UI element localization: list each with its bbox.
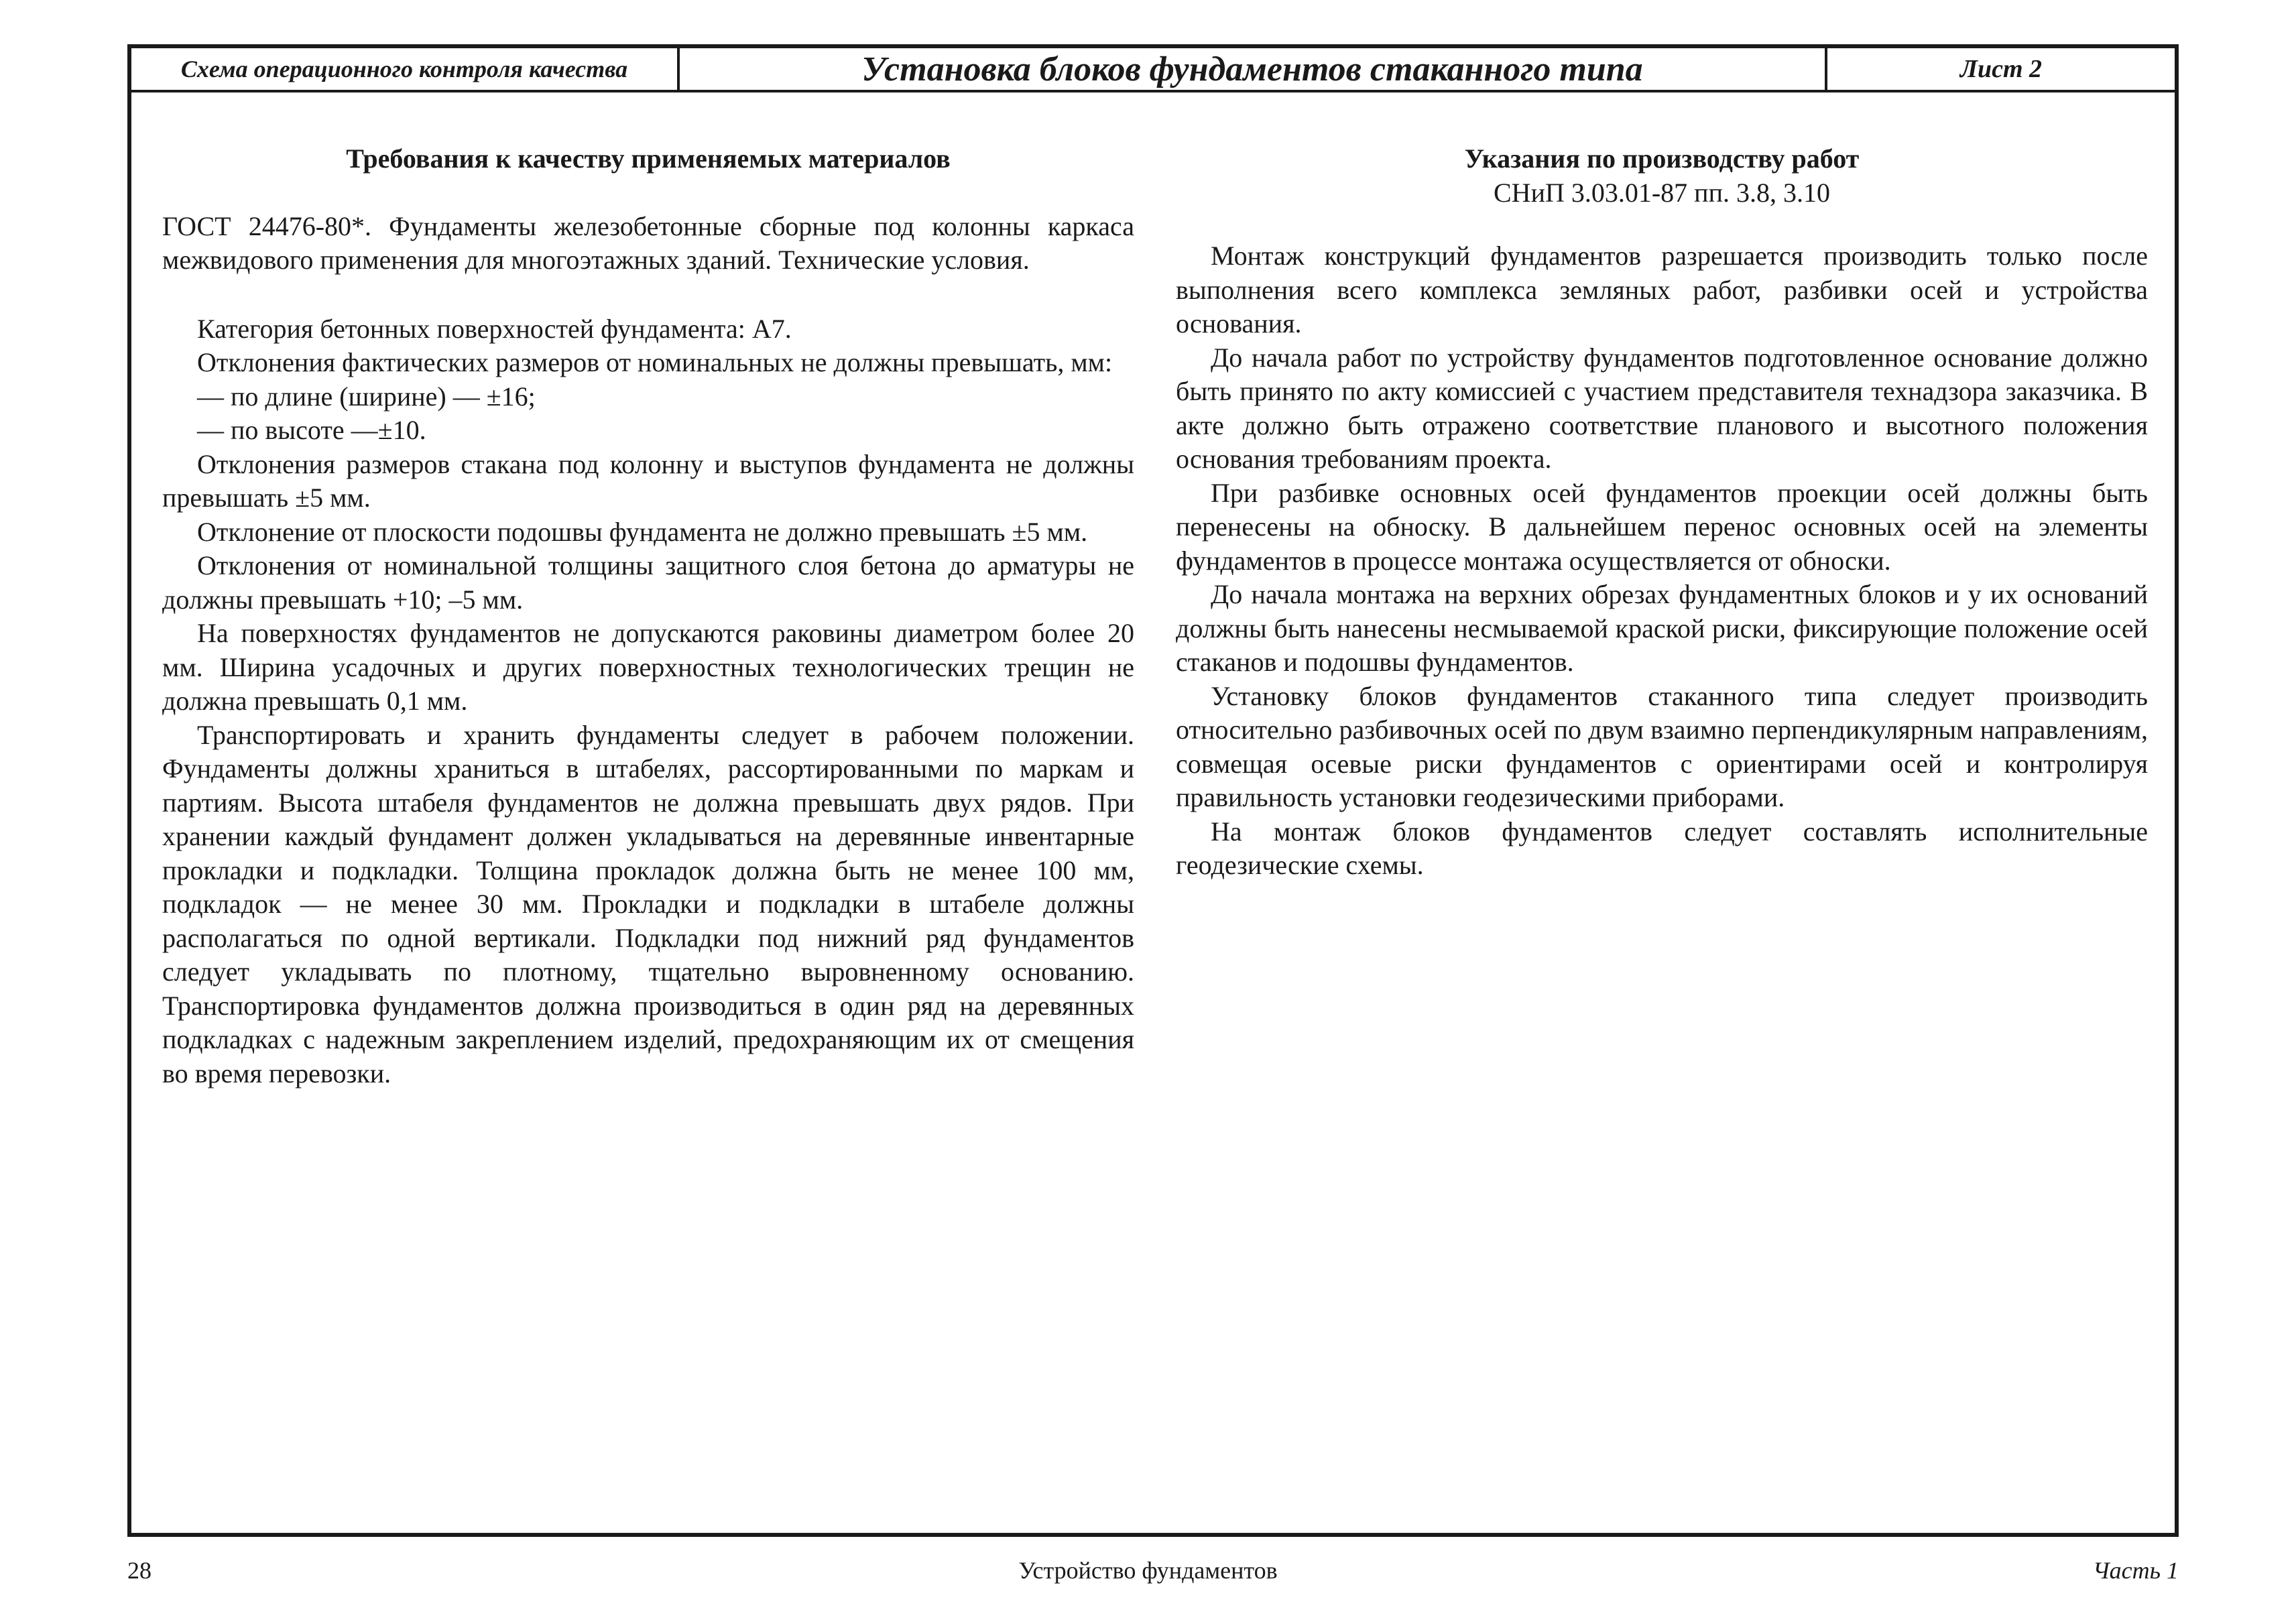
work-instructions-title: Указания по производству работ: [1464, 143, 1860, 174]
size-deviations-intro: Отклонения фактических размеров от номинальных не должны превышать, мм:: [197, 347, 1113, 377]
header-title: Установка блоков фундаментов стаканного типа: [680, 48, 1827, 90]
transport-storage-rules: Транспортировать и хранить фундаменты следует в рабочем положении. Фундаменты должны храниться в штабелях, рассортированными по маркам и партиям. Высота штабеля фундаментов не должна превышать двух рядов. При хранении каждый фундамент должен укладываться на деревянные инвентарные прокладки и подкладки. Толщина прокладок должна быть не менее 100 мм, подкладок — не менее 30 мм. Прокладки и подкладки в штабеле должны располагаться по одной вертикали. Подкладки под нижний ряд фундаментов следует укладывать по плотному, тщательно выровненному основанию. Транспортировка фундаментов должна производиться в один ряд на деревянных подкладках с надежным закреплением изделий, предохраняющим их от смещения во время перевозки.: [162, 719, 1134, 1088]
instruction-paragraph: При разбивке основных осей фундаментов проекции осей должны быть перенесены на обноску. В дальнейшем перенос основных осей на элементы фундаментов в процессе монтажа осуществляется от обноски.: [1176, 477, 2148, 576]
cover-thickness-deviation: Отклонения от номинальной толщины защитного слоя бетона до арматуры не должны превышать +10; –5 мм.: [162, 550, 1134, 615]
header-sheet-number: Лист 2: [1959, 55, 2043, 83]
snip-reference: СНиП 3.03.01-87 пп. 3.8, 3.10: [1494, 177, 1830, 208]
footer-part-label: Часть 1: [2092, 1557, 2179, 1584]
surface-defects: На поверхностях фундаментов не допускаются раковины диаметром более 20 мм. Ширина усадочных и других поверхностных технологических трещин не должна превышать 0,1 мм.: [162, 618, 1134, 716]
page-number: 28: [127, 1557, 152, 1584]
header-scheme-label: Схема операционного контроля качества: [131, 48, 680, 90]
footer-section-title: Устройство фундаментов: [1018, 1557, 1278, 1584]
instruction-paragraph: До начала работ по устройству фундаментов подготовленное основание должно быть принято по акту комиссией с участием представителя технадзора заказчика. В акте должно быть отражено соответствие планового и высотного положения основания требованиям проекта.: [1176, 342, 2148, 474]
materials-requirements-column: [162, 142, 1134, 1090]
deviation-height-item: — по высоте —±10.: [197, 415, 426, 445]
glass-deviations: Отклонения размеров стакана под колонну и выступов фундамента не должны превышать ±5 мм.: [162, 448, 1134, 513]
work-instructions-column: [1176, 142, 2148, 883]
instruction-paragraph: Установку блоков фундаментов стаканного типа следует производить относительно разбивочных осей по двум взаимно перпендикулярным направлениям, совмещая осевые риски фундаментов с ориентирами осей и контролируя правильность установки геодезическими приборами.: [1176, 680, 2148, 812]
materials-requirements-title: Требования к качеству применяемых материалов: [346, 143, 951, 174]
page-frame: [127, 44, 2179, 1537]
instruction-paragraph: До начала монтажа на верхних обрезах фундаментных блоков и у их оснований должны быть нанесены несмываемой краской риски, фиксирующие положение осей стаканов и подошвы фундаментов.: [1176, 579, 2148, 677]
instruction-paragraph: Монтаж конструкций фундаментов разрешается производить только после выполнения всего комплекса земляных работ, разбивки осей и устройства основания.: [1176, 241, 2148, 338]
gost-reference: ГОСТ 24476-80*. Фундаменты железобетонные сборные под колонны каркаса межвидового применения для многоэтажных зданий. Технические условия.: [162, 210, 1134, 275]
instruction-paragraph: На монтаж блоков фундаментов следует составлять исполнительные геодезические схемы.: [1176, 816, 2148, 880]
deviation-length-item: — по длине (ширине) — ±16;: [197, 381, 536, 412]
plane-deviation: Отклонение от плоскости подошвы фундамента не должно превышать ±5 мм.: [197, 516, 1088, 547]
header-table: [131, 48, 2175, 92]
concrete-category: Категория бетонных поверхностей фундамента: А7.: [197, 313, 792, 344]
